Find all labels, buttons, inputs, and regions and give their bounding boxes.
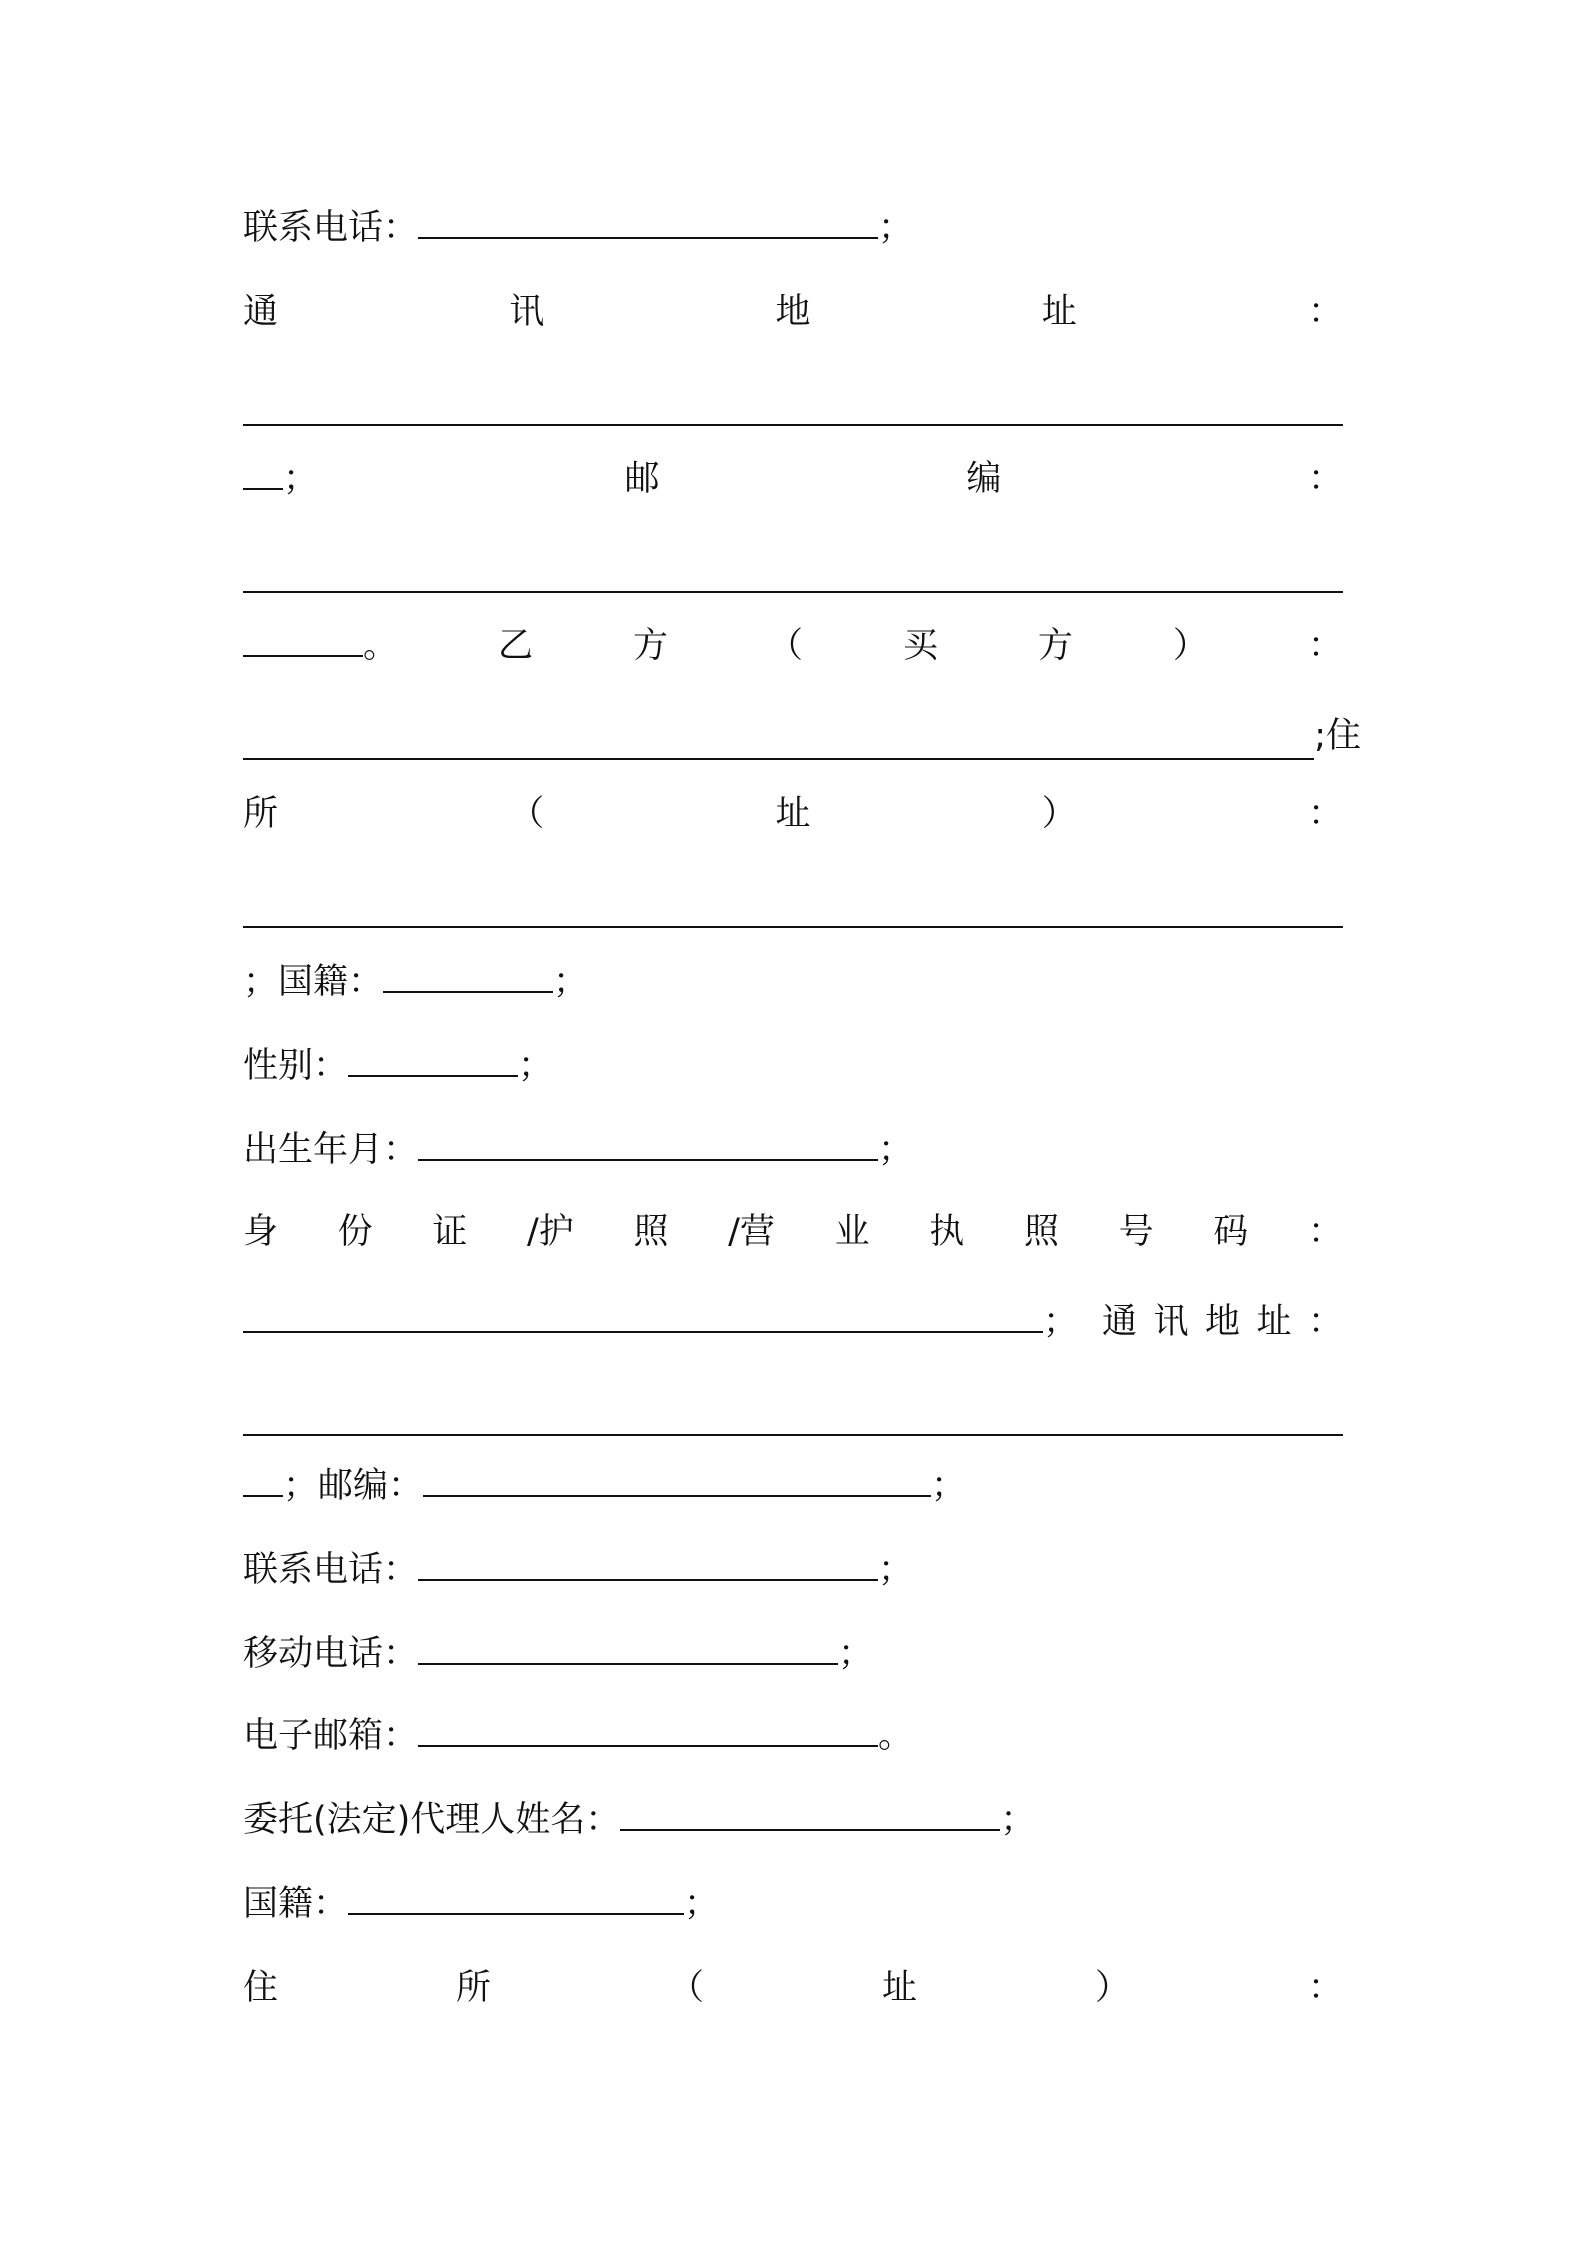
char: 照	[1023, 1212, 1059, 1252]
gender-blank[interactable]	[348, 1043, 518, 1077]
id-number-blank[interactable]	[243, 1299, 1043, 1333]
char: 讯	[1153, 1302, 1189, 1342]
mailing-address-blank-a	[243, 378, 1343, 426]
punct: ；	[878, 1550, 914, 1590]
char: 通	[243, 292, 279, 332]
char: 份	[337, 1212, 373, 1252]
party-b-label-line	[243, 622, 1343, 670]
postcode-label: ；邮编：	[283, 1466, 424, 1506]
id-number-blank-line	[243, 1298, 1343, 1346]
char: ）	[1172, 626, 1208, 666]
residence-blank[interactable]	[243, 894, 1343, 928]
gender-line	[243, 1042, 1343, 1090]
agent-nationality-blank[interactable]	[348, 1881, 684, 1915]
agent-name-line	[243, 1796, 1343, 1844]
char: ：	[1307, 292, 1343, 332]
punct: ；	[1000, 1800, 1036, 1840]
agent-name-label: 委托(法定)代理人姓名：	[243, 1800, 621, 1840]
char: 买	[902, 626, 938, 666]
agent-nationality-line	[243, 1880, 1343, 1928]
postcode-tail-blank[interactable]	[243, 623, 363, 657]
char: 住	[243, 1968, 279, 2008]
char: 乙	[497, 626, 533, 666]
punct: ；	[878, 208, 914, 248]
char: ：	[1307, 626, 1343, 666]
char: 邮	[624, 459, 660, 499]
postcode-blank-a	[243, 545, 1343, 593]
postcode-prefix	[243, 455, 318, 503]
residence-label-line-a	[243, 790, 1343, 838]
char: ：	[1307, 1968, 1343, 2008]
contact-phone-line-a	[243, 204, 1343, 252]
char: 址	[775, 794, 811, 834]
contact-phone-label: 联系电话：	[243, 208, 419, 248]
email-line	[243, 1712, 1343, 1760]
char: /护	[527, 1212, 574, 1252]
punct: ；	[838, 1634, 874, 1674]
punct: ；	[1043, 1302, 1079, 1342]
char: ：	[1307, 794, 1343, 834]
postcode-blank[interactable]	[243, 559, 1343, 593]
char: 身	[243, 1212, 279, 1252]
punct: ；	[518, 1046, 554, 1086]
postcode-label-line-a	[243, 455, 1343, 503]
char: 址	[1256, 1302, 1292, 1342]
char: 号	[1118, 1212, 1154, 1252]
char: 照	[633, 1212, 669, 1252]
agent-residence-label-line	[243, 1964, 1343, 2012]
char: 讯	[509, 292, 545, 332]
mailing-address-blank-2[interactable]	[243, 1402, 1343, 1436]
char: 所	[243, 794, 279, 834]
char: ）	[1041, 794, 1077, 834]
char: ：	[1307, 1212, 1343, 1252]
mailing-address-blank-b	[243, 1388, 1343, 1436]
address-tail-blank[interactable]	[243, 456, 283, 490]
mailing-address-label-line-a	[243, 288, 1343, 336]
birth-date-line	[243, 1126, 1343, 1174]
id-number-label-line	[243, 1208, 1343, 1256]
char: （	[668, 1968, 704, 2008]
char: 业	[834, 1212, 870, 1252]
punct: ;住	[1314, 716, 1361, 756]
punct: ；	[283, 459, 319, 499]
agent-nationality-label: 国籍：	[243, 1884, 349, 1924]
postcode-line-b	[243, 1462, 1343, 1510]
postcode-blank-2[interactable]	[423, 1463, 931, 1497]
char: 证	[432, 1212, 468, 1252]
nationality-label: ；国籍：	[243, 962, 384, 1002]
mobile-phone-blank[interactable]	[418, 1631, 838, 1665]
contact-phone-label-2: 联系电话：	[243, 1550, 419, 1590]
char: 码	[1213, 1212, 1249, 1252]
punct: 。	[363, 626, 399, 666]
mailing-address-label-b	[1102, 1298, 1343, 1346]
char: 方	[632, 626, 668, 666]
email-label: 电子邮箱：	[243, 1716, 419, 1756]
char: 执	[929, 1212, 965, 1252]
postcode-tail	[243, 622, 398, 670]
char: （	[509, 794, 545, 834]
mobile-phone-label: 移动电话：	[243, 1634, 419, 1674]
punct: ；	[684, 1884, 720, 1924]
residence-blank-a	[243, 880, 1343, 928]
punct: ；	[553, 962, 589, 1002]
char: 所	[455, 1968, 491, 2008]
char: 址	[1041, 292, 1077, 332]
address-tail-blank-2[interactable]	[243, 1463, 283, 1497]
birth-date-blank[interactable]	[418, 1127, 878, 1161]
punct: ；	[931, 1466, 967, 1506]
gender-label: 性别：	[243, 1046, 349, 1086]
char: 编	[966, 459, 1002, 499]
party-b-name-line	[243, 712, 1361, 760]
contact-phone-blank-2[interactable]	[418, 1547, 878, 1581]
mailing-address-blank[interactable]	[243, 392, 1343, 426]
char: 地	[1204, 1302, 1240, 1342]
contact-phone-line-b	[243, 1546, 1343, 1594]
char: ：	[1307, 459, 1343, 499]
punct: ；	[878, 1130, 914, 1170]
char: 址	[881, 1968, 917, 2008]
char: 通	[1102, 1302, 1138, 1342]
email-blank[interactable]	[418, 1713, 878, 1747]
contact-phone-blank[interactable]	[418, 205, 878, 239]
nationality-blank[interactable]	[383, 959, 553, 993]
char: 方	[1037, 626, 1073, 666]
char: ）	[1094, 1968, 1130, 2008]
party-b-name-blank[interactable]	[243, 726, 1314, 760]
agent-name-blank[interactable]	[620, 1797, 1000, 1831]
char: ：	[1307, 1302, 1343, 1342]
birth-date-label: 出生年月：	[243, 1130, 419, 1170]
mobile-phone-line	[243, 1630, 1343, 1678]
char: 地	[775, 292, 811, 332]
char: （	[767, 626, 803, 666]
nationality-line-a	[243, 958, 1343, 1006]
punct: 。	[878, 1716, 914, 1756]
char: /营	[728, 1212, 775, 1252]
